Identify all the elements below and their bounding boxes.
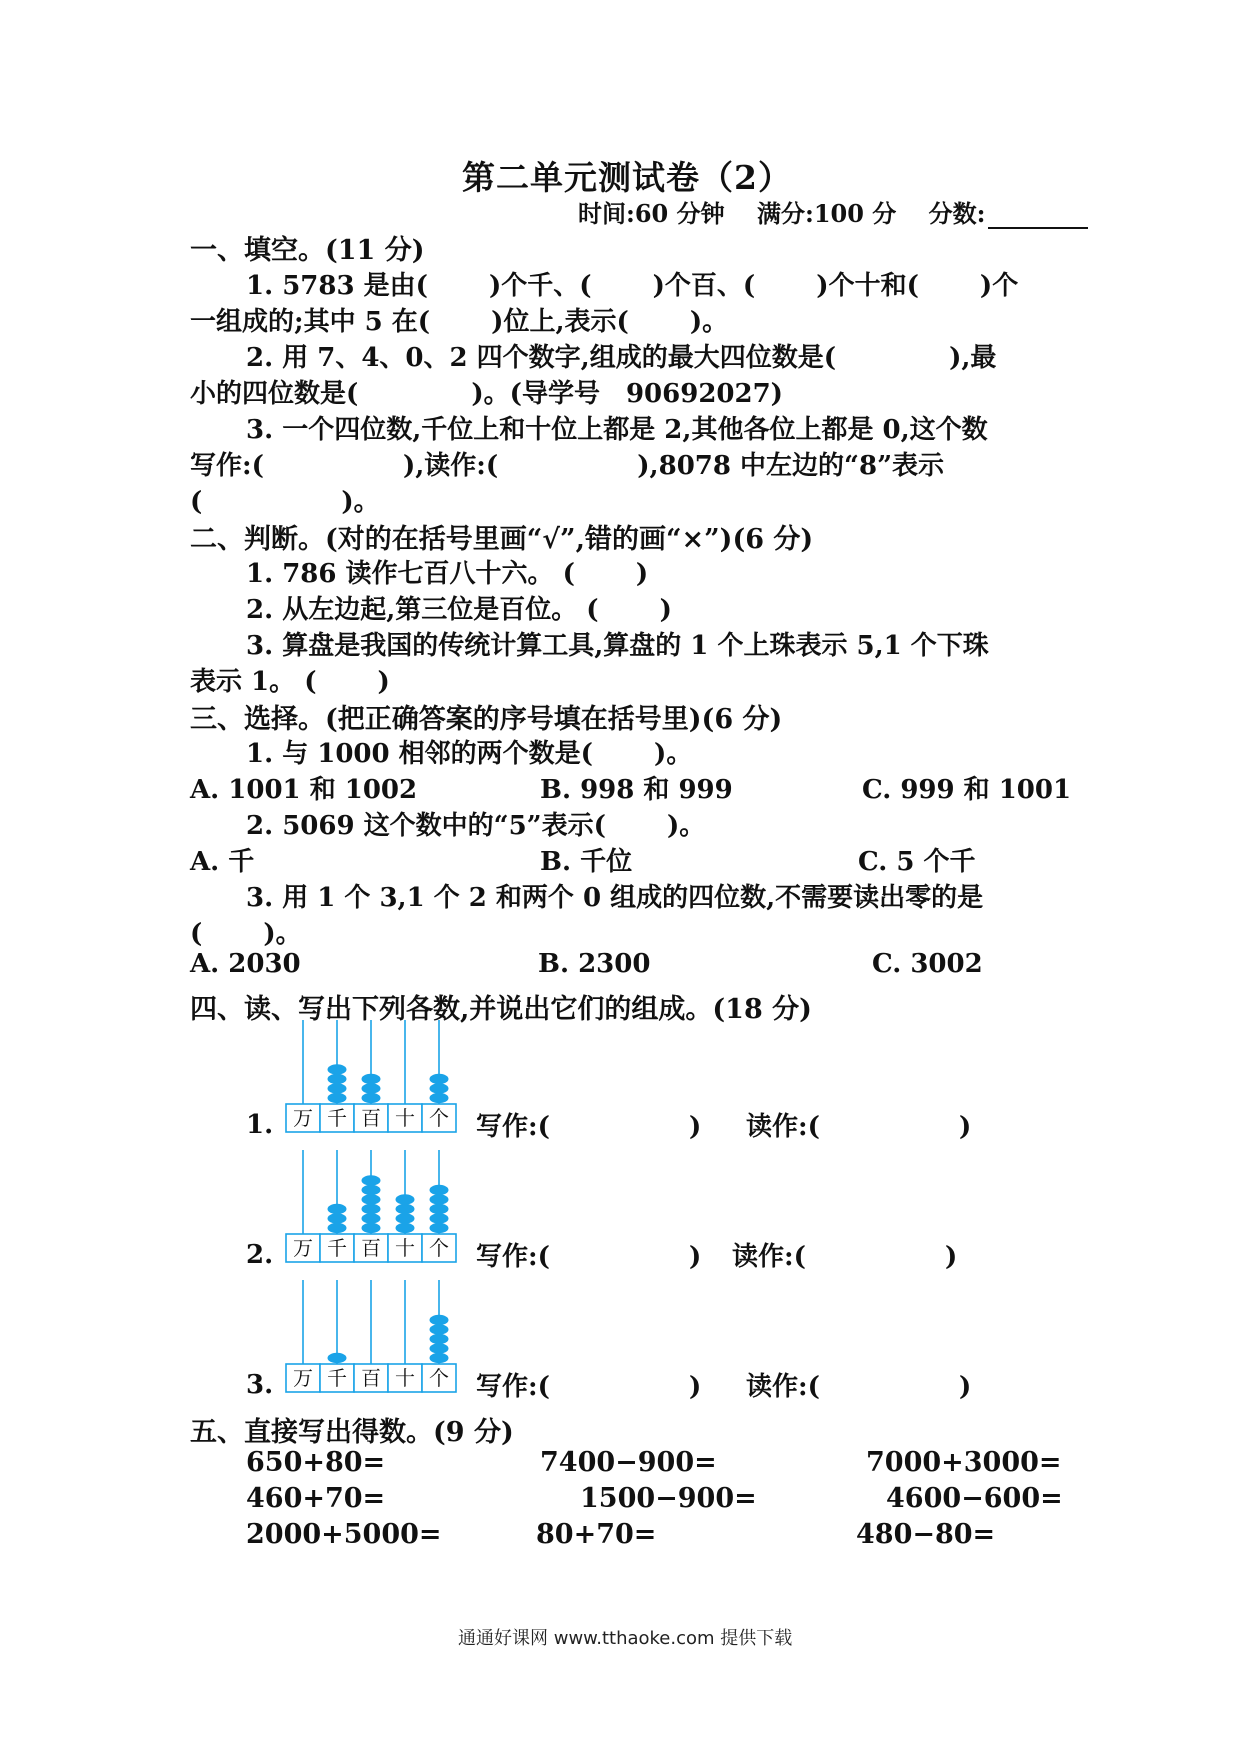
score-blank bbox=[988, 201, 1088, 229]
s3-q2: 2. 5069 这个数中的“5”表示( )。 bbox=[246, 811, 706, 841]
place-label: 十 bbox=[395, 1236, 415, 1260]
exam-meta bbox=[578, 194, 1088, 229]
abacus-2-read: 读作:( ) bbox=[732, 1242, 958, 1272]
s1-line-1: 1. 5783 是由( )个千、( )个百、( )个十和( )个 bbox=[246, 271, 1019, 301]
abacus-bead bbox=[396, 1194, 415, 1204]
place-label: 个 bbox=[429, 1106, 449, 1130]
abacus-1-write: 写作:( ) bbox=[476, 1112, 702, 1142]
abacus-bead bbox=[430, 1353, 449, 1363]
section3-heading: 三、选择。(把正确答案的序号填在括号里)(6 分) bbox=[190, 704, 783, 735]
calc-r1-c3: 7000+3000= bbox=[866, 1447, 1062, 1478]
abacus-3-write: 写作:( ) bbox=[476, 1372, 702, 1402]
s3-q2-option-a: A. 千 bbox=[190, 847, 255, 877]
abacus-bead bbox=[328, 1353, 347, 1363]
calc-r3-c2: 80+70= bbox=[536, 1519, 657, 1550]
place-label: 万 bbox=[293, 1366, 313, 1390]
place-label: 百 bbox=[361, 1106, 381, 1130]
place-label: 百 bbox=[361, 1366, 381, 1390]
place-label: 千 bbox=[327, 1366, 347, 1390]
s3-q3-option-c: C. 3002 bbox=[872, 949, 983, 979]
abacus-bead bbox=[362, 1083, 381, 1093]
abacus-bead bbox=[328, 1074, 347, 1084]
abacus-bead bbox=[362, 1074, 381, 1084]
abacus-2 bbox=[283, 1148, 463, 1268]
abacus-bead bbox=[430, 1093, 449, 1103]
calc-r2-c3: 4600−600= bbox=[886, 1483, 1063, 1514]
abacus-bead bbox=[396, 1213, 415, 1223]
abacus-bead bbox=[362, 1194, 381, 1204]
calc-r3-c3: 480−80= bbox=[856, 1519, 996, 1550]
abacus-3 bbox=[283, 1278, 463, 1398]
s2-line-1: 1. 786 读作七百八十六。 ( ) bbox=[246, 559, 649, 589]
abacus-bead bbox=[328, 1064, 347, 1074]
abacus-bead bbox=[362, 1093, 381, 1103]
s2-line-4: 表示 1。 ( ) bbox=[190, 667, 390, 697]
abacus-2-write: 写作:( ) bbox=[476, 1242, 702, 1272]
abacus-1 bbox=[283, 1018, 463, 1138]
calc-r2-c2: 1500−900= bbox=[580, 1483, 757, 1514]
abacus-2-number: 2. bbox=[246, 1240, 274, 1270]
place-label: 千 bbox=[327, 1236, 347, 1260]
footer-text: 通通好课网 www.tthaoke.com 提供下载 bbox=[458, 1628, 793, 1649]
place-label: 个 bbox=[429, 1366, 449, 1390]
s3-q1-option-c: C. 999 和 1001 bbox=[862, 775, 1072, 805]
abacus-bead bbox=[430, 1223, 449, 1233]
abacus-bead bbox=[396, 1223, 415, 1233]
abacus-bead bbox=[328, 1093, 347, 1103]
abacus-bead bbox=[430, 1213, 449, 1223]
abacus-3-number: 3. bbox=[246, 1370, 274, 1400]
s3-q2-option-b: B. 千位 bbox=[540, 847, 633, 877]
calc-r2-c1: 460+70= bbox=[246, 1483, 386, 1514]
s3-q3-line-1: 3. 用 1 个 3,1 个 2 和两个 0 组成的四位数,不需要读出零的是 bbox=[246, 883, 984, 913]
page-title: 第二单元测试卷（2） bbox=[462, 158, 792, 197]
abacus-bead bbox=[362, 1175, 381, 1185]
abacus-bead bbox=[362, 1204, 381, 1214]
place-label: 万 bbox=[293, 1106, 313, 1130]
place-label: 十 bbox=[395, 1366, 415, 1390]
s1-line-3: 2. 用 7、4、0、2 四个数字,组成的最大四位数是( ),最 bbox=[246, 343, 997, 373]
s1-line-4: 小的四位数是( )。(导学号 90692027) bbox=[190, 379, 783, 409]
abacus-3-read: 读作:( ) bbox=[746, 1372, 972, 1402]
abacus-bead bbox=[430, 1204, 449, 1214]
abacus-bead bbox=[430, 1315, 449, 1325]
abacus-bead bbox=[396, 1204, 415, 1214]
abacus-bead bbox=[430, 1334, 449, 1344]
s3-q1-option-b: B. 998 和 999 bbox=[540, 775, 733, 805]
abacus-bead bbox=[328, 1204, 347, 1214]
section4-heading: 四、读、写出下列各数,并说出它们的组成。(18 分) bbox=[190, 994, 812, 1025]
place-label: 十 bbox=[395, 1106, 415, 1130]
abacus-bead bbox=[430, 1194, 449, 1204]
s2-line-3: 3. 算盘是我国的传统计算工具,算盘的 1 个上珠表示 5,1 个下珠 bbox=[246, 631, 989, 661]
s1-line-7: ( )。 bbox=[190, 487, 380, 517]
s3-q2-option-c: C. 5 个千 bbox=[858, 847, 976, 877]
section2-heading: 二、判断。(对的在括号里画“√”,错的画“×”)(6 分) bbox=[190, 524, 814, 555]
abacus-bead bbox=[430, 1083, 449, 1093]
abacus-bead bbox=[430, 1074, 449, 1084]
place-label: 万 bbox=[293, 1236, 313, 1260]
s3-q3-option-b: B. 2300 bbox=[538, 949, 651, 979]
s3-q1: 1. 与 1000 相邻的两个数是( )。 bbox=[246, 739, 693, 769]
section5-heading: 五、直接写出得数。(9 分) bbox=[190, 1417, 514, 1448]
calc-r1-c2: 7400−900= bbox=[540, 1447, 717, 1478]
abacus-bead bbox=[362, 1223, 381, 1233]
abacus-bead bbox=[430, 1324, 449, 1334]
calc-r1-c1: 650+80= bbox=[246, 1447, 386, 1478]
section1-heading: 一、填空。(11 分) bbox=[190, 235, 425, 266]
abacus-bead bbox=[362, 1213, 381, 1223]
abacus-bead bbox=[430, 1185, 449, 1195]
place-label: 个 bbox=[429, 1236, 449, 1260]
abacus-1-number: 1. bbox=[246, 1110, 274, 1140]
s3-q3-line-2: ( )。 bbox=[190, 919, 302, 949]
s2-line-2: 2. 从左边起,第三位是百位。 ( ) bbox=[246, 595, 672, 625]
s3-q3-option-a: A. 2030 bbox=[190, 949, 301, 979]
s3-q1-option-a: A. 1001 和 1002 bbox=[190, 775, 418, 805]
s1-line-5: 3. 一个四位数,千位上和十位上都是 2,其他各位上都是 0,这个数 bbox=[246, 415, 988, 445]
calc-r3-c1: 2000+5000= bbox=[246, 1519, 442, 1550]
place-label: 百 bbox=[361, 1236, 381, 1260]
place-label: 千 bbox=[327, 1106, 347, 1130]
abacus-1-read: 读作:( ) bbox=[746, 1112, 972, 1142]
abacus-bead bbox=[362, 1185, 381, 1195]
abacus-bead bbox=[328, 1223, 347, 1233]
s1-line-2: 一组成的;其中 5 在( )位上,表示( )。 bbox=[190, 307, 729, 337]
abacus-bead bbox=[430, 1343, 449, 1353]
abacus-bead bbox=[328, 1213, 347, 1223]
exam-meta-text: 时间:60 分钟 满分:100 分 分数: bbox=[578, 199, 986, 228]
abacus-bead bbox=[328, 1083, 347, 1093]
s1-line-6: 写作:( ),读作:( ),8078 中左边的“8”表示 bbox=[190, 451, 945, 481]
